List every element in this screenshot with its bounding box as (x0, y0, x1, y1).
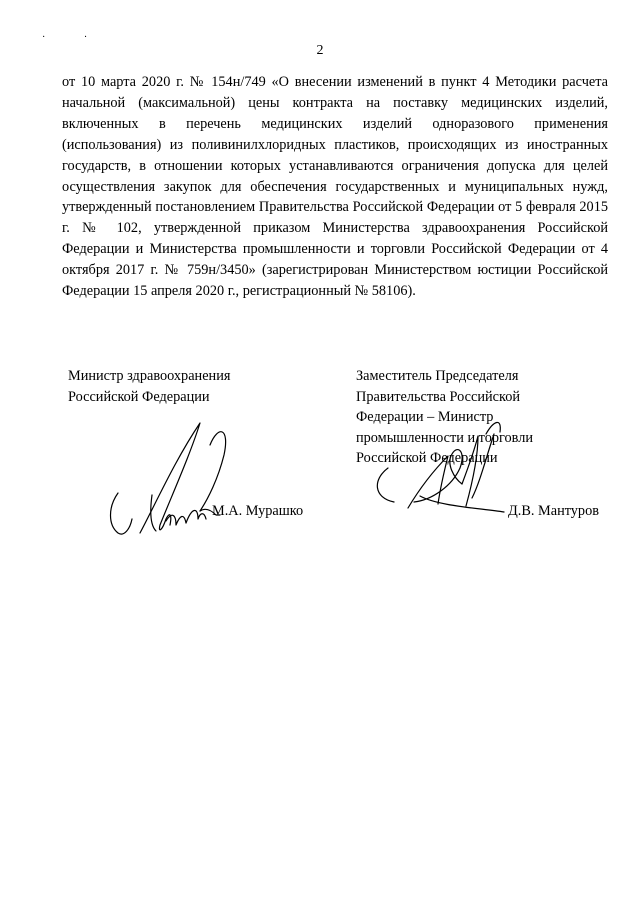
scan-marks: · · (42, 32, 106, 43)
signatory-title-line: Федерации – Министр (356, 409, 494, 425)
page-number: 2 (316, 43, 324, 58)
signatory-name-left: М.А. Мурашко (212, 503, 304, 519)
signatory-title-line: промышленности и торговли (356, 429, 534, 446)
signatory-title-line: Заместитель Председателя (356, 368, 519, 384)
signatory-title-line: Правительства Российской (356, 388, 521, 405)
handwritten-signature-left (100, 415, 240, 545)
body-paragraph: от 10 марта 2020 г. № 154н/749 «О внесении изменений в пункт 4 Методики расчета начальной (максимальной) цены контракта на поставку медицинских изделий, включенных в перечень медицинских изделий одноразового применения (использования) из поливинилхлоридных пластиков, происходящих из иностранных государств, в отношении которых устанавливаются ограничения допуска для целей осуществления закупок для обеспечения государственных и муниципальных нужд, утвержденный постановлением Правительства Российской Федерации от 5 февраля 2015 г. № 102, утвержденной приказом Министерства здравоохранения Российской Федерации и Министерства промышленности и торговли Российской Федерации от 4 октября 2017 г. № 759н/3450» (зарегистрирован Министерством юстиции Российской Федерации 15 апреля 2020 г., регистрационный № 58106). (62, 74, 608, 300)
signatory-title-line: Министр здравоохранения (68, 368, 231, 384)
signatory-title-line: Российской Федерации (356, 450, 498, 466)
handwritten-signature-right (368, 398, 518, 528)
signatory-name-right: Д.В. Мантуров (508, 503, 599, 519)
signatory-title-line: Российской Федерации (68, 388, 210, 405)
signature-block-left (68, 366, 230, 407)
